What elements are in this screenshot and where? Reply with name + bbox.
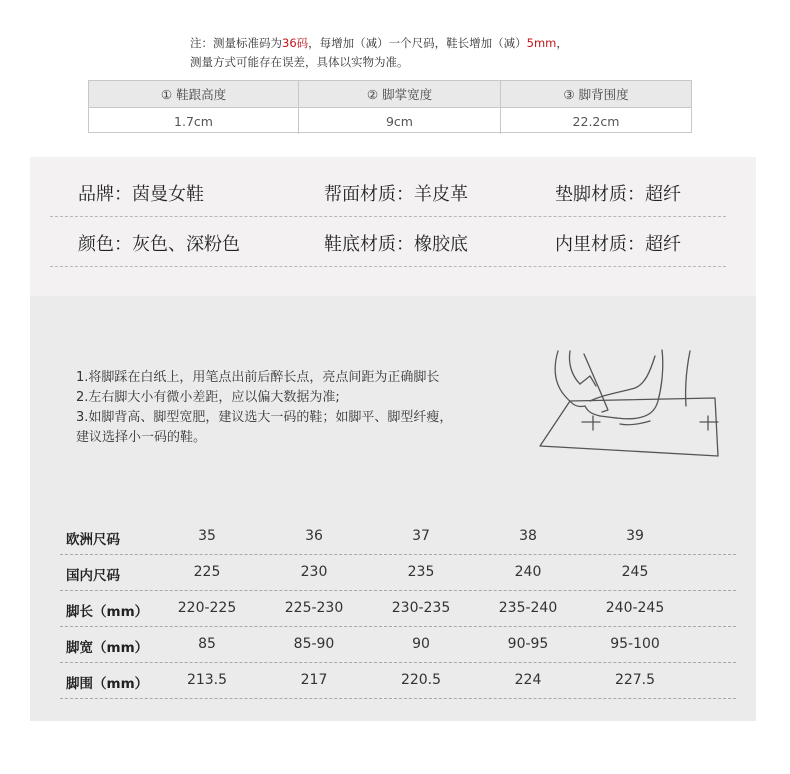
size-row-eu <box>60 519 736 555</box>
size-cell: 37 <box>412 528 430 544</box>
note-standard-size: 36码 <box>282 36 309 50</box>
size-row-label: 脚长（mm） <box>66 604 149 620</box>
header-sole-width: ② 脚掌宽度 <box>298 81 500 107</box>
size-row-label: 脚围（mm） <box>66 676 149 692</box>
note-text: 注：测量标准码为 <box>190 36 282 50</box>
attribute-row <box>50 216 726 267</box>
size-cell: 235-240 <box>498 600 558 616</box>
size-row-foot-girth <box>60 663 736 699</box>
size-cell: 90-95 <box>507 636 549 652</box>
size-cell: 230-235 <box>391 600 451 616</box>
measurement-table <box>88 80 692 133</box>
size-chart <box>60 519 736 699</box>
size-cell: 245 <box>621 564 649 580</box>
note-text: ， <box>556 36 568 50</box>
tip-line: 2.左右脚大小有微小差距，应以偏大数据为准; <box>76 390 340 405</box>
size-cell: 225-230 <box>284 600 344 616</box>
tip-line: 3.如脚背高、脚型宽肥，建议选大一码的鞋；如脚平、脚型纤瘦， <box>76 410 453 425</box>
value-heel-height: 1.7cm <box>174 113 213 129</box>
note-line-1 <box>190 34 568 53</box>
size-cell: 220-225 <box>177 600 237 616</box>
size-row-label: 脚宽（mm） <box>66 640 149 656</box>
attr-brand: 品牌：茵曼女鞋 <box>78 184 204 205</box>
size-cell: 35 <box>198 528 216 544</box>
measuring-tips <box>76 368 452 448</box>
attr-sole-material: 鞋底材质：橡胶底 <box>324 234 468 255</box>
header-instep-girth: ③ 脚背围度 <box>500 81 691 107</box>
size-cell: 36 <box>305 528 323 544</box>
size-row-cn <box>60 555 736 591</box>
foot-measuring-illustration <box>530 346 730 461</box>
size-row-label: 欧洲尺码 <box>66 532 120 548</box>
note-text: ，每增加（减）一个尺码，鞋长增加（减） <box>308 36 527 50</box>
size-cell: 235 <box>407 564 435 580</box>
attr-insole-material: 垫脚材质：超纤 <box>555 184 681 205</box>
size-cell: 95-100 <box>610 636 660 652</box>
attribute-row <box>50 166 726 217</box>
size-row-foot-length <box>60 591 736 627</box>
size-cell: 213.5 <box>186 672 228 688</box>
header-heel-height: ① 鞋跟高度 <box>160 87 227 102</box>
size-cell: 224 <box>514 672 542 688</box>
size-cell: 39 <box>626 528 644 544</box>
attr-color: 颜色：灰色、深粉色 <box>78 234 240 255</box>
note-line-2: 测量方式可能存在误差，具体以实物为准。 <box>190 55 409 69</box>
size-guide-panel <box>30 296 756 721</box>
attr-lining-material: 内里材质：超纤 <box>555 234 681 255</box>
size-cell: 85-90 <box>293 636 335 652</box>
note-increment: 5mm <box>526 36 557 50</box>
size-cell: 38 <box>519 528 537 544</box>
tip-line: 1.将脚踩在白纸上，用笔点出前后醉长点，亮点间距为正确脚长 <box>76 370 440 385</box>
size-row-label: 国内尺码 <box>66 568 120 584</box>
size-cell: 220.5 <box>400 672 442 688</box>
size-cell: 240-245 <box>605 600 665 616</box>
measurement-value-row <box>89 108 691 134</box>
measurement-header-row <box>89 81 691 108</box>
size-cell: 90 <box>412 636 430 652</box>
value-sole-width: 9cm <box>298 108 500 134</box>
tip-line: 建议选择小一码的鞋。 <box>76 430 207 445</box>
size-cell: 225 <box>193 564 221 580</box>
size-cell: 230 <box>300 564 328 580</box>
size-cell: 227.5 <box>614 672 656 688</box>
size-cell: 85 <box>198 636 216 652</box>
measurement-note <box>190 34 568 72</box>
size-row-foot-width <box>60 627 736 663</box>
size-cell: 217 <box>300 672 328 688</box>
value-instep-girth: 22.2cm <box>500 108 691 134</box>
size-cell: 240 <box>514 564 542 580</box>
product-attributes <box>30 157 756 296</box>
attr-upper-material: 帮面材质：羊皮革 <box>324 184 468 205</box>
